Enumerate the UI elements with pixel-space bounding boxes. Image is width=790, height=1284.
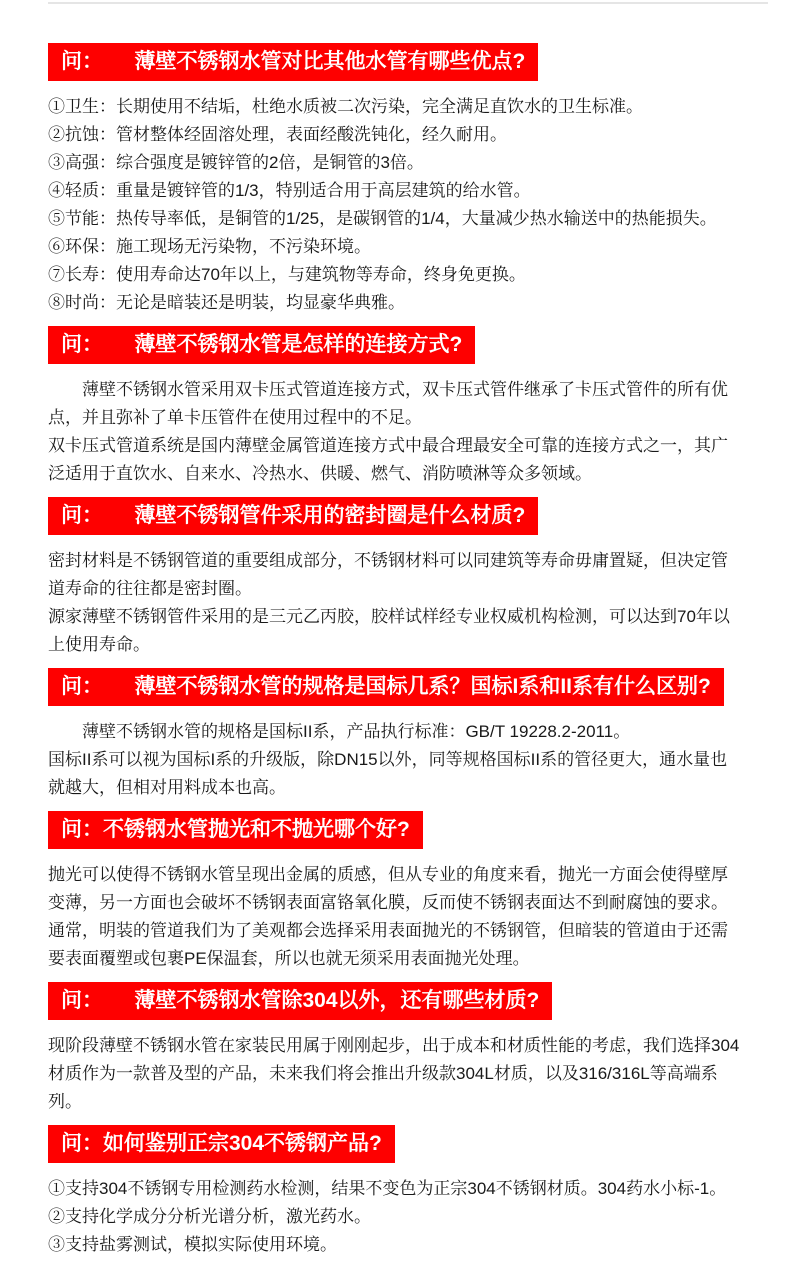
list-item: ③支持盐雾测试，模拟实际使用环境。 bbox=[48, 1235, 337, 1254]
faq-section-advantages bbox=[48, 43, 742, 317]
answer-paragraph: 抛光可以使得不锈钢水管呈现出金属的质感，但从专业的角度来看，抛光一方面会使得壁厚变薄，另一方面也会破坏不锈钢表面富铬氧化膜，反而使不锈钢表面达不到耐腐蚀的要求。 bbox=[48, 865, 728, 912]
list-item: ④轻质：重量是镀锌管的1/3，特别适合用于高层建筑的给水管。 bbox=[48, 181, 531, 200]
faq-section-polishing bbox=[48, 811, 742, 973]
list-item: ②抗蚀：管材整体经固溶处理，表面经酸洗钝化，经久耐用。 bbox=[48, 125, 507, 144]
question-banner: 问：不锈钢水管抛光和不抛光哪个好? bbox=[48, 811, 423, 849]
answer-paragraph: 国标II系可以视为国标I系的升级版，除DN15以外，同等规格国标II系的管径更大，通水量也就越大，但相对用料成本也高。 bbox=[48, 750, 728, 797]
list-item: ②支持化学成分分析光谱分析，激光药水。 bbox=[48, 1207, 371, 1226]
faq-section-connection bbox=[48, 326, 742, 488]
answer-paragraphs bbox=[48, 1032, 742, 1116]
faq-section-304-identification bbox=[48, 1125, 742, 1259]
list-item: ⑧时尚：无论是暗装还是明装，均显豪华典雅。 bbox=[48, 293, 405, 312]
list-item: ⑥环保：施工现场无污染物，不污染环境。 bbox=[48, 237, 371, 256]
answer-paragraph: 薄壁不锈钢水管采用双卡压式管道连接方式，双卡压式管件继承了卡压式管件的所有优点，并且弥补了单卡压管件在使用过程中的不足。 bbox=[48, 380, 728, 427]
list-item: ⑦长寿：使用寿命达70年以上，与建筑物等寿命，终身免更换。 bbox=[48, 265, 526, 284]
answer-paragraph: 源家薄壁不锈钢管件采用的是三元乙丙胶，胶样试样经专业权威机构检测，可以达到70年以上使用寿命。 bbox=[48, 607, 730, 654]
answer-paragraph: 密封材料是不锈钢管道的重要组成部分，不锈钢材料可以同建筑等寿命毋庸置疑，但决定管道寿命的往往都是密封圈。 bbox=[48, 551, 728, 598]
question-banner: 问： 薄壁不锈钢管件采用的密封圈是什么材质? bbox=[48, 497, 538, 535]
top-divider bbox=[48, 2, 768, 4]
list-item: ①支持304不锈钢专用检测药水检测，结果不变色为正宗304不锈钢材质。304药水小标-1。 bbox=[48, 1179, 727, 1198]
answer-paragraph: 现阶段薄壁不锈钢水管在家装民用属于刚刚起步，出于成本和材质性能的考虑，我们选择304材质作为一款普及型的产品，未来我们将会推出升级款304L材质，以及316/316L等高端系列。 bbox=[48, 1036, 740, 1111]
faq-section-other-materials bbox=[48, 982, 742, 1116]
question-banner: 问： 薄壁不锈钢水管是怎样的连接方式? bbox=[48, 326, 475, 364]
answer-paragraph: 薄壁不锈钢水管的规格是国标II系，产品执行标准：GB/T 19228.2-2011。 bbox=[48, 722, 631, 741]
question-banner: 问： 薄壁不锈钢水管对比其他水管有哪些优点? bbox=[48, 43, 538, 81]
answer-paragraphs bbox=[48, 376, 742, 488]
answer-list bbox=[48, 93, 742, 317]
faq-section-standard-series bbox=[48, 668, 742, 802]
answer-list bbox=[48, 1175, 742, 1259]
list-item: ①卫生：长期使用不结垢，杜绝水质被二次污染，完全满足直饮水的卫生标准。 bbox=[48, 97, 643, 116]
answer-paragraph: 通常，明装的管道我们为了美观都会选择采用表面抛光的不锈钢管，但暗装的管道由于还需要表面覆塑或包裹PE保温套，所以也就无须采用表面抛光处理。 bbox=[48, 921, 728, 968]
faq-section-seal-material bbox=[48, 497, 742, 659]
answer-paragraphs bbox=[48, 718, 742, 802]
answer-paragraph: 双卡压式管道系统是国内薄壁金属管道连接方式中最合理最安全可靠的连接方式之一，其广泛适用于直饮水、自来水、冷热水、供暖、燃气、消防喷淋等众多领域。 bbox=[48, 436, 728, 483]
question-banner: 问： 薄壁不锈钢水管除304以外，还有哪些材质? bbox=[48, 982, 552, 1020]
list-item: ③高强：综合强度是镀锌管的2倍，是铜管的3倍。 bbox=[48, 153, 424, 172]
question-banner: 问：如何鉴别正宗304不锈钢产品? bbox=[48, 1125, 395, 1163]
question-banner: 问： 薄壁不锈钢水管的规格是国标几系？国标I系和II系有什么区别? bbox=[48, 668, 724, 706]
list-item: ⑤节能：热传导率低，是铜管的1/25，是碳钢管的1/4，大量减少热水输送中的热能损失。 bbox=[48, 209, 717, 228]
answer-paragraphs bbox=[48, 547, 742, 659]
answer-paragraphs bbox=[48, 861, 742, 973]
